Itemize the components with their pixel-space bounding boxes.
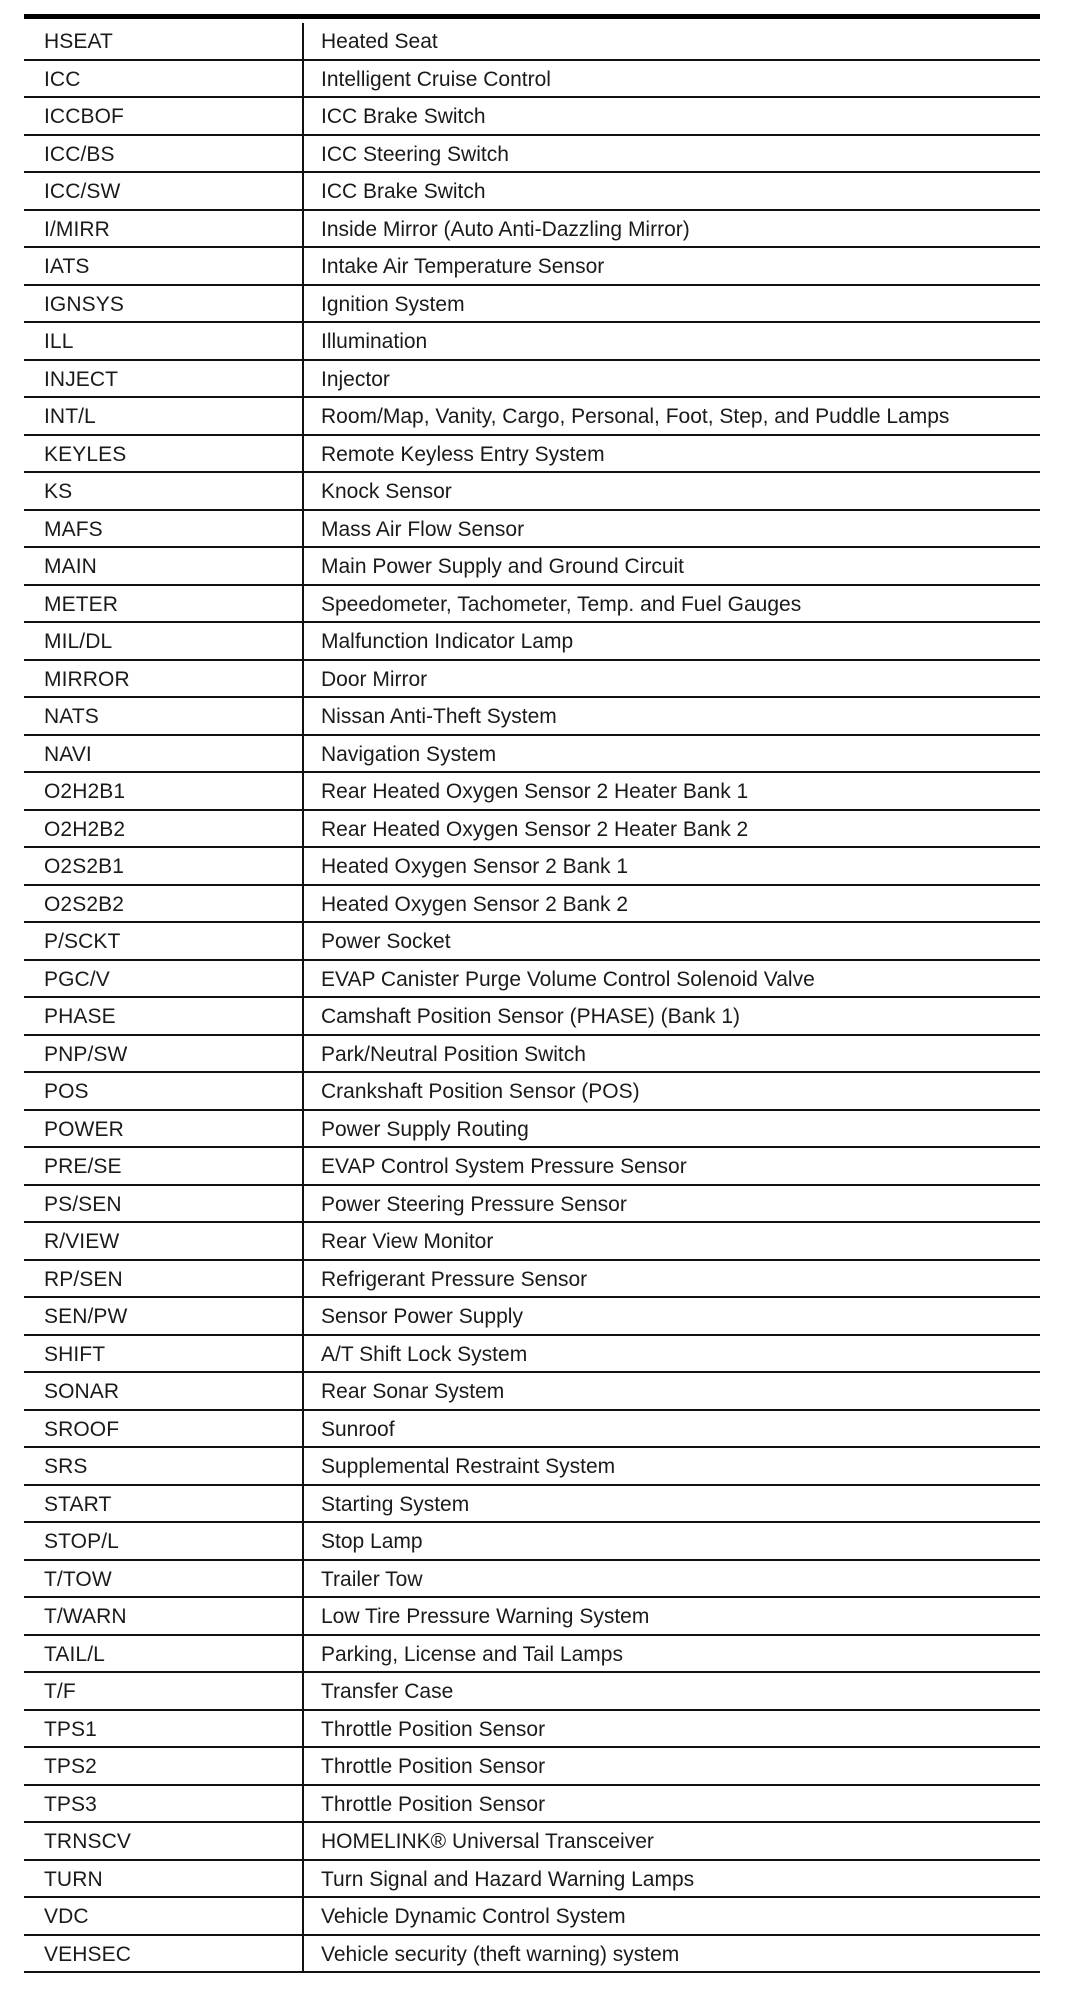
abbreviation-code: IGNSYS [44, 292, 124, 316]
table-row [24, 211, 1040, 249]
table-row [24, 773, 1040, 811]
table-row [24, 1748, 1040, 1786]
abbreviation-description: ICC Brake Switch [321, 180, 486, 203]
abbreviation-description: Power Supply Routing [321, 1117, 529, 1141]
table-row [24, 323, 1040, 361]
abbreviation-description: Starting System [321, 1492, 470, 1516]
abbreviation-description: Stop Lamp [321, 1530, 423, 1553]
abbreviation-description: Sensor Power Supply [321, 1305, 523, 1328]
abbreviation-description: Turn Signal and Hazard Warning Lamps [321, 1867, 695, 1891]
abbreviation-description: Park/Neutral Position Switch [321, 1042, 586, 1066]
table-row [24, 1448, 1040, 1486]
table-row [24, 1786, 1040, 1824]
abbreviation-description: A/T Shift Lock System [321, 1342, 528, 1366]
abbreviation-document [24, 14, 1040, 1973]
abbreviation-description: Vehicle Dynamic Control System [321, 1905, 626, 1928]
table-row [24, 1411, 1040, 1449]
table-row [24, 736, 1040, 774]
abbreviation-description: HOMELINK® Universal Transceiver [321, 1830, 654, 1853]
table-row [24, 1486, 1040, 1524]
abbreviation-code: PNP/SW [44, 1042, 128, 1066]
abbreviation-code: T/F [44, 1680, 76, 1703]
table-row [24, 1711, 1040, 1749]
table-row [24, 1936, 1040, 1974]
abbreviation-code: ICCBOF [44, 105, 124, 128]
abbreviation-code: NATS [44, 705, 99, 728]
abbreviation-code: PRE/SE [44, 1155, 122, 1178]
abbreviation-code: IATS [44, 255, 90, 278]
table-row [24, 1523, 1040, 1561]
abbreviation-code: MIRROR [44, 667, 130, 691]
abbreviation-code: SROOF [44, 1417, 120, 1441]
abbreviation-code: TRNSCV [44, 1830, 131, 1853]
abbreviation-description: Navigation System [321, 742, 497, 766]
abbreviation-code: SHIFT [44, 1342, 106, 1366]
abbreviation-code: R/VIEW [44, 1230, 120, 1253]
table-row [24, 586, 1040, 624]
table-row [24, 1073, 1040, 1111]
top-rule [24, 14, 1040, 19]
abbreviation-description: Rear Sonar System [321, 1380, 505, 1403]
abbreviation-code: ICC [44, 67, 81, 91]
abbreviation-description: Malfunction Indicator Lamp [321, 630, 574, 653]
abbreviation-description: Refrigerant Pressure Sensor [321, 1267, 588, 1291]
abbreviation-code: O2S2B2 [44, 892, 124, 916]
table-row [24, 1036, 1040, 1074]
abbreviation-description: Throttle Position Sensor [321, 1717, 546, 1741]
abbreviation-code: INT/L [44, 405, 96, 428]
abbreviation-code: START [44, 1492, 112, 1516]
table-row [24, 1336, 1040, 1374]
table-row [24, 398, 1040, 436]
abbreviation-description: Door Mirror [321, 667, 428, 691]
abbreviation-description: Vehicle security (theft warning) system [321, 1942, 680, 1966]
abbreviation-description: Main Power Supply and Ground Circuit [321, 555, 685, 578]
table-row [24, 173, 1040, 211]
abbreviation-code: SONAR [44, 1380, 120, 1403]
abbreviation-code: ICC/SW [44, 180, 121, 203]
abbreviation-code: O2H2B2 [44, 817, 126, 841]
table-row [24, 248, 1040, 286]
table-row [24, 1223, 1040, 1261]
table-row [24, 886, 1040, 924]
table-row [24, 1823, 1040, 1861]
abbreviation-description: Intake Air Temperature Sensor [321, 255, 605, 278]
abbreviation-code: STOP/L [44, 1530, 119, 1553]
table-row [24, 698, 1040, 736]
abbreviation-code: TPS1 [44, 1717, 97, 1741]
abbreviation-code: INJECT [44, 367, 119, 391]
table-row [24, 1898, 1040, 1936]
abbreviation-code: NAVI [44, 742, 92, 766]
abbreviation-description: Crankshaft Position Sensor (POS) [321, 1080, 640, 1103]
abbreviation-code: KEYLES [44, 442, 127, 466]
abbreviation-description: Ignition System [321, 292, 465, 316]
table-row [24, 1298, 1040, 1336]
abbreviation-table [24, 23, 1040, 1973]
table-row [24, 23, 1040, 61]
abbreviation-description: Heated Oxygen Sensor 2 Bank 2 [321, 892, 629, 916]
table-row [24, 98, 1040, 136]
abbreviation-description: Power Socket [321, 930, 451, 953]
abbreviation-description: Injector [321, 367, 390, 391]
abbreviation-code: O2S2B1 [44, 855, 124, 878]
table-row [24, 1598, 1040, 1636]
table-row [24, 661, 1040, 699]
abbreviation-code: T/TOW [44, 1567, 112, 1591]
table-row [24, 473, 1040, 511]
table-row [24, 848, 1040, 886]
abbreviation-description: Heated Oxygen Sensor 2 Bank 1 [321, 855, 629, 878]
abbreviation-code: POS [44, 1080, 89, 1103]
abbreviation-code: VDC [44, 1905, 89, 1928]
abbreviation-description: Trailer Tow [321, 1567, 423, 1591]
table-row [24, 286, 1040, 324]
abbreviation-code: TPS3 [44, 1792, 97, 1816]
abbreviation-code: O2H2B1 [44, 780, 126, 803]
table-row [24, 923, 1040, 961]
abbreviation-code: MAIN [44, 555, 97, 578]
abbreviation-code: I/MIRR [44, 217, 110, 241]
abbreviation-code: TURN [44, 1867, 103, 1891]
abbreviation-description: Camshaft Position Sensor (PHASE) (Bank 1) [321, 1005, 740, 1028]
table-row [24, 1561, 1040, 1599]
abbreviation-description: Low Tire Pressure Warning System [321, 1605, 650, 1628]
abbreviation-description: EVAP Control System Pressure Sensor [321, 1155, 687, 1178]
abbreviation-description: ICC Steering Switch [321, 142, 509, 166]
table-row [24, 1636, 1040, 1674]
table-row [24, 998, 1040, 1036]
abbreviation-description: Transfer Case [321, 1680, 454, 1703]
abbreviation-code: POWER [44, 1117, 124, 1141]
abbreviation-code: PHASE [44, 1005, 116, 1028]
abbreviation-description: Rear Heated Oxygen Sensor 2 Heater Bank 1 [321, 780, 749, 803]
abbreviation-description: Rear View Monitor [321, 1230, 494, 1253]
abbreviation-description: Supplemental Restraint System [321, 1455, 616, 1478]
abbreviation-description: Illumination [321, 330, 428, 353]
abbreviation-description: Power Steering Pressure Sensor [321, 1192, 627, 1216]
table-row [24, 136, 1040, 174]
abbreviation-description: Mass Air Flow Sensor [321, 517, 525, 541]
abbreviation-description: Throttle Position Sensor [321, 1792, 546, 1816]
abbreviation-code: METER [44, 592, 118, 616]
table-row [24, 1861, 1040, 1899]
abbreviation-description: Knock Sensor [321, 480, 452, 503]
table-row [24, 1261, 1040, 1299]
table-row [24, 1111, 1040, 1149]
table-row [24, 1186, 1040, 1224]
abbreviation-code: PS/SEN [44, 1192, 122, 1216]
table-row [24, 961, 1040, 999]
abbreviation-description: Intelligent Cruise Control [321, 67, 551, 91]
table-row [24, 1373, 1040, 1411]
abbreviation-description: Sunroof [321, 1417, 395, 1441]
abbreviation-description: Rear Heated Oxygen Sensor 2 Heater Bank 2 [321, 817, 749, 841]
abbreviation-description: ICC Brake Switch [321, 105, 486, 128]
abbreviation-code: ILL [44, 330, 74, 353]
table-row [24, 1673, 1040, 1711]
abbreviation-description: Heated Seat [321, 30, 438, 53]
abbreviation-description: Nissan Anti-Theft System [321, 705, 557, 728]
abbreviation-code: RP/SEN [44, 1267, 123, 1291]
abbreviation-code: SEN/PW [44, 1305, 128, 1328]
abbreviation-code: TAIL/L [44, 1642, 105, 1666]
abbreviation-code: MAFS [44, 517, 103, 541]
abbreviation-code: TPS2 [44, 1755, 97, 1778]
abbreviation-description: Remote Keyless Entry System [321, 442, 605, 466]
abbreviation-code: ICC/BS [44, 142, 115, 166]
abbreviation-description: Inside Mirror (Auto Anti-Dazzling Mirror) [321, 217, 690, 241]
table-row [24, 623, 1040, 661]
abbreviation-code: MIL/DL [44, 630, 113, 653]
table-row [24, 361, 1040, 399]
abbreviation-description: Speedometer, Tachometer, Temp. and Fuel Gauges [321, 592, 802, 616]
table-row [24, 1148, 1040, 1186]
abbreviation-description: Room/Map, Vanity, Cargo, Personal, Foot, Step, and Puddle Lamps [321, 405, 950, 428]
abbreviation-code: VEHSEC [44, 1942, 131, 1966]
abbreviation-code: PGC/V [44, 967, 110, 991]
table-row [24, 511, 1040, 549]
abbreviation-code: P/SCKT [44, 930, 121, 953]
abbreviation-code: HSEAT [44, 30, 113, 53]
abbreviation-description: Parking, License and Tail Lamps [321, 1642, 623, 1666]
table-row [24, 436, 1040, 474]
table-row [24, 61, 1040, 99]
abbreviation-description: EVAP Canister Purge Volume Control Solenoid Valve [321, 967, 815, 991]
abbreviation-code: T/WARN [44, 1605, 127, 1628]
abbreviation-description: Throttle Position Sensor [321, 1755, 546, 1778]
table-row [24, 548, 1040, 586]
table-row [24, 811, 1040, 849]
abbreviation-code: KS [44, 480, 73, 503]
abbreviation-code: SRS [44, 1455, 88, 1478]
